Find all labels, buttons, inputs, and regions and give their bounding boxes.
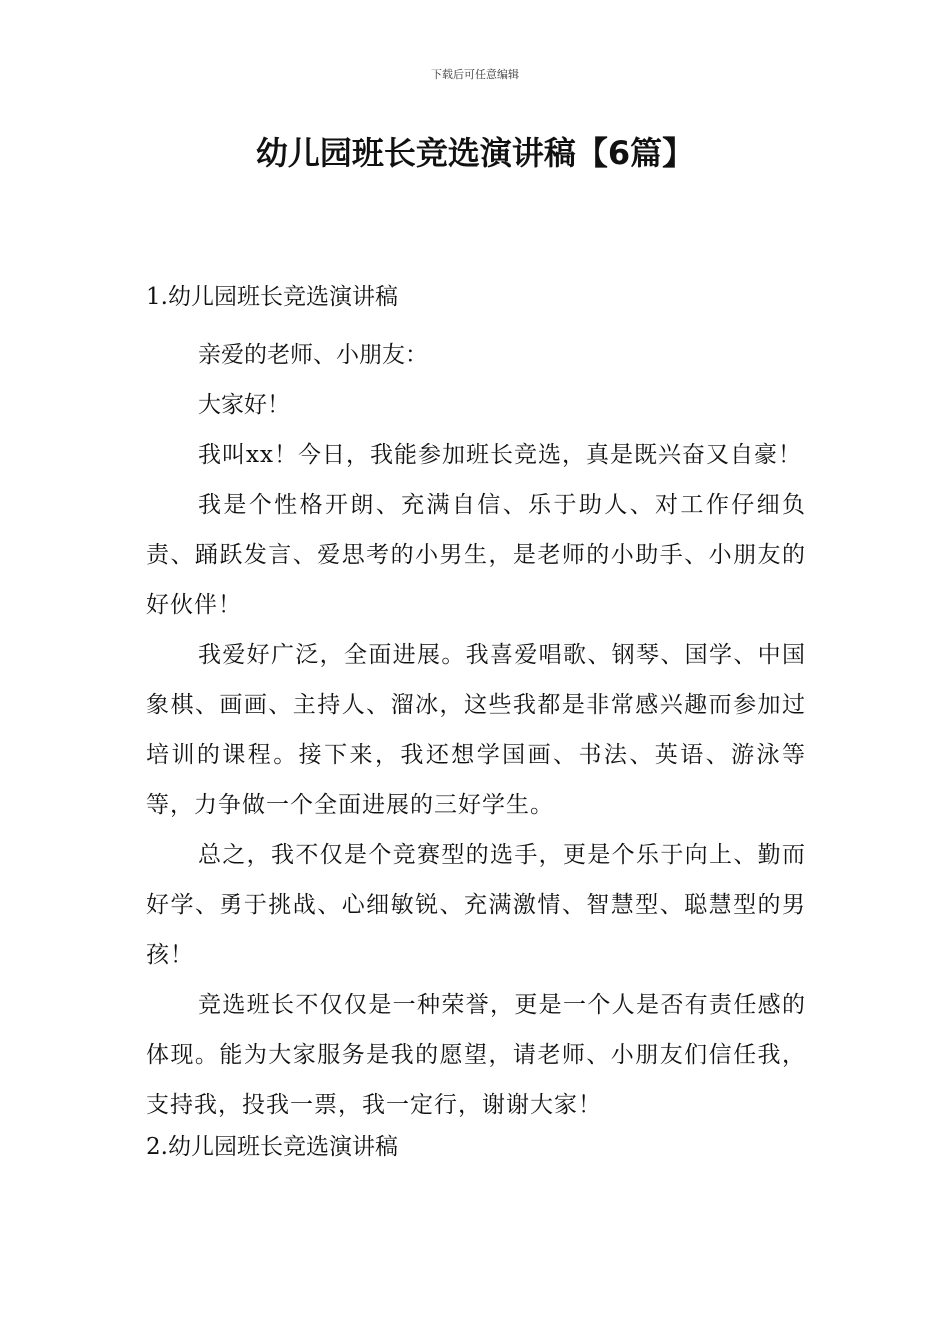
section-heading-1: 1.幼儿园班长竞选演讲稿 [146, 284, 398, 310]
greeting: 大家好！ [198, 392, 290, 418]
salutation: 亲爱的老师、小朋友： [198, 342, 428, 368]
paragraph: 我叫xx！今日，我能参加班长竞选，真是既兴奋又自豪！ [198, 442, 802, 468]
paragraph: 竞选班长不仅仅是一种荣誉，更是一个人是否有责任感的体现。能为大家服务是我的愿望，请老师、小朋友们信任我，支持我，投我一票，我一定行，谢谢大家！ [146, 992, 806, 1118]
paragraph: 我是个性格开朗、充满自信、乐于助人、对工作仔细负责、踊跃发言、爱思考的小男生，是老师的小助手、小朋友的好伙伴！ [146, 492, 806, 618]
header-note: 下载后可任意编辑 [431, 68, 519, 81]
paragraph: 总之，我不仅是个竞赛型的选手，更是个乐于向上、勤而好学、勇于挑战、心细敏锐、充满激情、智慧型、聪慧型的男孩！ [146, 842, 806, 968]
paragraph: 我爱好广泛，全面进展。我喜爱唱歌、钢琴、国学、中国象棋、画画、主持人、溜冰，这些我都是非常感兴趣而参加过培训的课程。接下来，我还想学国画、书法、英语、游泳等等，力争做一个全面进展的三好学生。 [146, 642, 806, 818]
section-heading-2: 2.幼儿园班长竞选演讲稿 [146, 1134, 398, 1160]
document-title: 幼儿园班长竞选演讲稿【6篇】 [255, 134, 695, 172]
document-body [146, 280, 806, 1180]
